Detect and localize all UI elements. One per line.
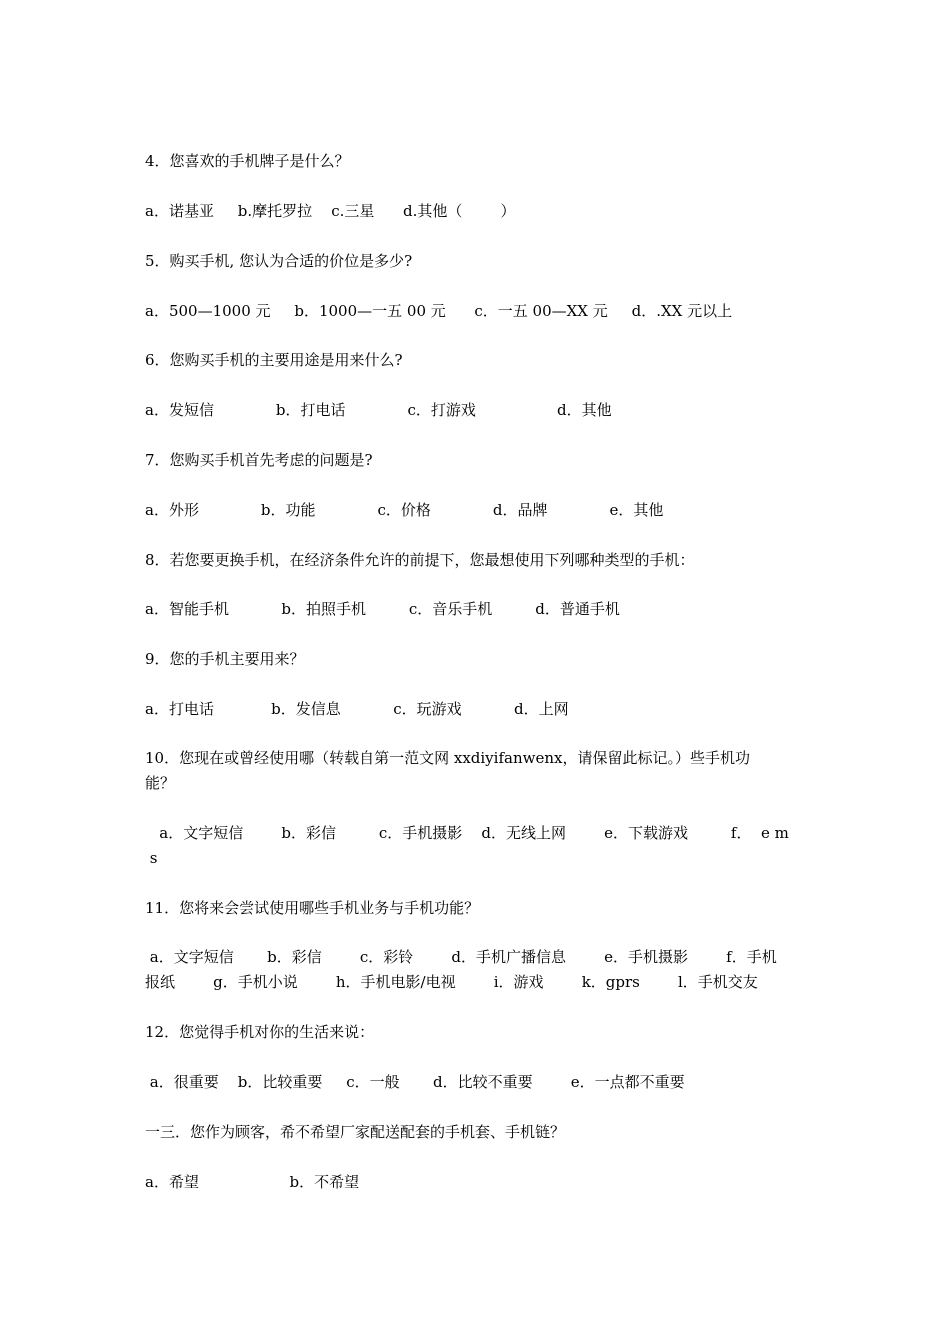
question-8-options: a．智能手机 b．拍照手机 c．音乐手机 d．普通手机 [145, 600, 620, 618]
question-6: 6．您购买手机的主要用途是用来什么? [145, 351, 403, 369]
question-9: 9．您的手机主要用来？ [145, 650, 305, 668]
question-4-options: a．诺基亚 b.摩托罗拉 c.三星 d.其他（ ） [145, 202, 516, 220]
question-10-options-line-1: a．文字短信 b．彩信 c．手机摄影 d．无线上网 e．下载游戏 f． e m [145, 824, 789, 842]
question-11: 11．您将来会尝试使用哪些手机业务与手机功能？ [145, 899, 480, 917]
question-5-options: a．500—1000 元 b．1000—一五 00 元 c．一五 00—XX 元 d．.XX 元以上 [145, 302, 733, 320]
question-6-options: a．发短信 b．打电话 c．打游戏 d．其他 [145, 401, 612, 419]
question-11-options [145, 945, 805, 995]
question-13-options: a．希望 b．不希望 [145, 1173, 360, 1191]
question-10-options [145, 821, 805, 871]
question-7-options: a．外形 b．功能 c．价格 d．品牌 e．其他 [145, 501, 664, 519]
question-11-options-line-1: a．文字短信 b．彩信 c．彩铃 d．手机广播信息 e．手机摄影 f．手机 [145, 948, 777, 966]
question-4: 4．您喜欢的手机牌子是什么？ [145, 152, 350, 170]
question-11-options-line-2: 报纸 g．手机小说 h．手机电影/电视 i．游戏 k．gprs l．手机交友 [145, 973, 758, 991]
question-8: 8．若您要更换手机，在经济条件允许的前提下，您最想使用下列哪种类型的手机： [145, 551, 695, 569]
question-9-options: a．打电话 b．发信息 c．玩游戏 d．上网 [145, 700, 569, 718]
question-5: 5．购买手机, 您认为合适的价位是多少? [145, 252, 413, 270]
question-10-line-2: 能？ [145, 774, 176, 792]
question-10 [145, 746, 805, 796]
question-13: 一三．您作为顾客，希不希望厂家配送配套的手机套、手机链？ [145, 1123, 566, 1141]
question-12-options: a．很重要 b．比较重要 c．一般 d．比较不重要 e．一点都不重要 [145, 1073, 685, 1091]
question-12: 12．您觉得手机对你的生活来说： [145, 1023, 375, 1041]
question-10-options-line-2: s [145, 849, 158, 867]
question-10-line-1: 10．您现在或曾经使用哪（转载自第一范文网 xxdiyifanwenx，请保留此标记。）些手机功 [145, 749, 750, 767]
question-7: 7．您购买手机首先考虑的问题是? [145, 451, 373, 469]
